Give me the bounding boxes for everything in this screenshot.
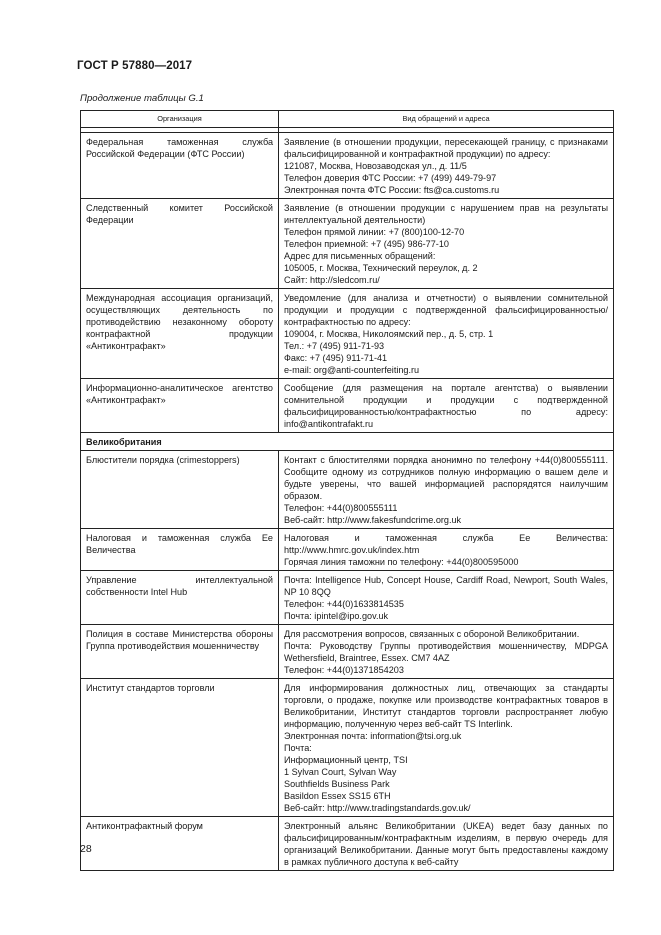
table-row xyxy=(81,289,614,379)
organization-cell: Управление интеллектуальной собственности Intel Hub xyxy=(81,571,279,625)
contact-line: Горячая линия таможни по телефону: +44(0)800595000 xyxy=(284,557,519,567)
contact-line: Телефон: +44(0)1371854203 xyxy=(284,665,404,675)
contact-line: Налоговая и таможенная служба Ее Величества: http://www.hmrc.gov.uk/index.htm xyxy=(284,533,608,555)
column-header-contacts: Вид обращений и адреса xyxy=(279,111,614,128)
contact-line: Телефон приемной: +7 (495) 986-77-10 xyxy=(284,239,449,249)
contact-line: Заявление (в отношении продукции, пересекающей границу, с признаками фальсифицированной и контрафактной продукции) по адресу: xyxy=(284,137,608,159)
contact-line: Телефон: +44(0)800555111 xyxy=(284,503,398,513)
section-row xyxy=(81,433,614,451)
contact-cell xyxy=(279,817,614,871)
contact-line: Электронный альянс Великобритании (UKEA) ведет базу данных по фальсифицированным/контрафактным изделиям, в первую очередь для организаций Великобритании. Данные могут быть предоставлены каждому в рамках публичного доступа к веб-сайту xyxy=(284,821,608,867)
contact-line: Почта: ipintel@ipo.gov.uk xyxy=(284,611,389,621)
contact-line: Телефон: +44(0)1633814535 xyxy=(284,599,404,609)
document-header: ГОСТ Р 57880—2017 xyxy=(77,60,193,72)
organization-cell: Полиция в составе Министерства обороны Группа противодействия мошенничеству xyxy=(81,625,279,679)
contact-cell xyxy=(279,133,614,199)
contacts-table xyxy=(80,110,614,871)
contact-line: Сообщение (для размещения на портале агентства) о выявлении сомнительной продукции и продукции с подтвержденной фальсифицированностью/контрафактностью по адресу: info@antikontrafakt.ru xyxy=(284,383,608,429)
contact-line: Веб-сайт: http://www.fakesfundcrime.org.uk xyxy=(284,515,462,525)
organization-cell: Федеральная таможенная служба Российской Федерации (ФТС России) xyxy=(81,133,279,199)
contact-line: Уведомление (для анализа и отчетности) о выявлении сомнительной продукции и продукции с подтвержденной фальсифицированностью/контрафактностью по адресу: xyxy=(284,293,608,327)
contact-line: 121087, Москва, Новозаводская ул., д. 11/5 xyxy=(284,161,467,171)
organization-cell: Налоговая и таможенная служба Ее Величества xyxy=(81,529,279,571)
contact-line: Адрес для письменных обращений: xyxy=(284,251,436,261)
contact-line: Телефон доверия ФТС России: +7 (499) 449-79-97 xyxy=(284,173,497,183)
contact-line: Информационный центр, TSI xyxy=(284,755,408,765)
contact-line: Почта: Руководству Группы противодействия мошенничеству, MDPGA Wethersfield, Braintree, Essex. CM7 4AZ xyxy=(284,641,608,663)
organization-cell: Антиконтрафактный форум xyxy=(81,817,279,871)
contact-line: 105005, г. Москва, Технический переулок, д. 2 xyxy=(284,263,478,273)
table-row xyxy=(81,625,614,679)
russia-rows xyxy=(81,133,614,433)
table-caption: Продолжение таблицы G.1 xyxy=(80,93,204,104)
organization-cell: Информационно-аналитическое агентство «Антиконтрафакт» xyxy=(81,379,279,433)
contact-line: 1 Sylvan Court, Sylvan Way xyxy=(284,767,397,777)
table-row xyxy=(81,529,614,571)
page-number: 28 xyxy=(80,843,92,855)
uk-rows xyxy=(81,451,614,871)
contact-line: Заявление (в отношении продукции с нарушением прав на результаты интеллектуальной деятельности) xyxy=(284,203,608,225)
contact-line: Контакт с блюстителями порядка анонимно по телефону +44(0)800555111. Сообщите одному из сотрудников полную информацию о вашем деле и будьте уверены, что вашей информацией распорядятся наилучшим образом. xyxy=(284,455,608,501)
column-header-organization: Организация xyxy=(81,111,279,128)
contact-cell xyxy=(279,451,614,529)
table-row xyxy=(81,451,614,529)
contact-line: Почта: xyxy=(284,743,312,753)
table-row xyxy=(81,199,614,289)
contact-line: Basildon Essex SS15 6TH xyxy=(284,791,391,801)
contact-cell xyxy=(279,625,614,679)
table-row xyxy=(81,817,614,871)
table-row xyxy=(81,379,614,433)
section-title: Великобритания xyxy=(81,433,614,451)
contact-line: Почта: Intelligence Hub, Concept House, Cardiff Road, Newport, South Wales, NP 10 8QQ xyxy=(284,575,608,597)
organization-cell: Блюстители порядка (crimestoppers) xyxy=(81,451,279,529)
contact-line: 109004, г. Москва, Николоямский пер., д. 5, стр. 1 xyxy=(284,329,494,339)
organization-cell: Институт стандартов торговли xyxy=(81,679,279,817)
contact-cell xyxy=(279,679,614,817)
contact-line: e-mail: org@anti-counterfeiting.ru xyxy=(284,365,420,375)
contact-cell xyxy=(279,571,614,625)
organization-cell: Следственный комитет Российской Федерации xyxy=(81,199,279,289)
contact-line: Веб-сайт: http://www.tradingstandards.gov.uk/ xyxy=(284,803,471,813)
table-row xyxy=(81,133,614,199)
contact-line: Электронная почта: information@tsi.org.uk xyxy=(284,731,462,741)
organization-cell: Международная ассоциация организаций, осуществляющих деятельность по противодействию незаконному обороту контрафактной продукции «Антиконтрафакт» xyxy=(81,289,279,379)
contact-line: Тел.: +7 (495) 911-71-93 xyxy=(284,341,385,351)
contact-cell xyxy=(279,199,614,289)
table-row xyxy=(81,571,614,625)
contact-line: Электронная почта ФТС России: fts@ca.customs.ru xyxy=(284,185,500,195)
contact-cell xyxy=(279,529,614,571)
contact-cell xyxy=(279,379,614,433)
contact-line: Факс: +7 (495) 911-71-41 xyxy=(284,353,388,363)
contact-line: Southfields Business Park xyxy=(284,779,390,789)
table-row xyxy=(81,679,614,817)
contact-line: Телефон прямой линии: +7 (800)100-12-70 xyxy=(284,227,465,237)
contact-cell xyxy=(279,289,614,379)
contact-line: Сайт: http://sledcom.ru/ xyxy=(284,275,380,285)
contact-line: Для информирования должностных лиц, отвечающих за стандарты торговли, о продаже, покупке или производстве контрафактных товаров в Великобритании, Институт стандартов торговли распространяет любую информацию, полученную через веб-сайт TS Interlink. xyxy=(284,683,608,729)
contact-line: Для рассмотрения вопросов, связанных с обороной Великобритании. xyxy=(284,629,580,639)
